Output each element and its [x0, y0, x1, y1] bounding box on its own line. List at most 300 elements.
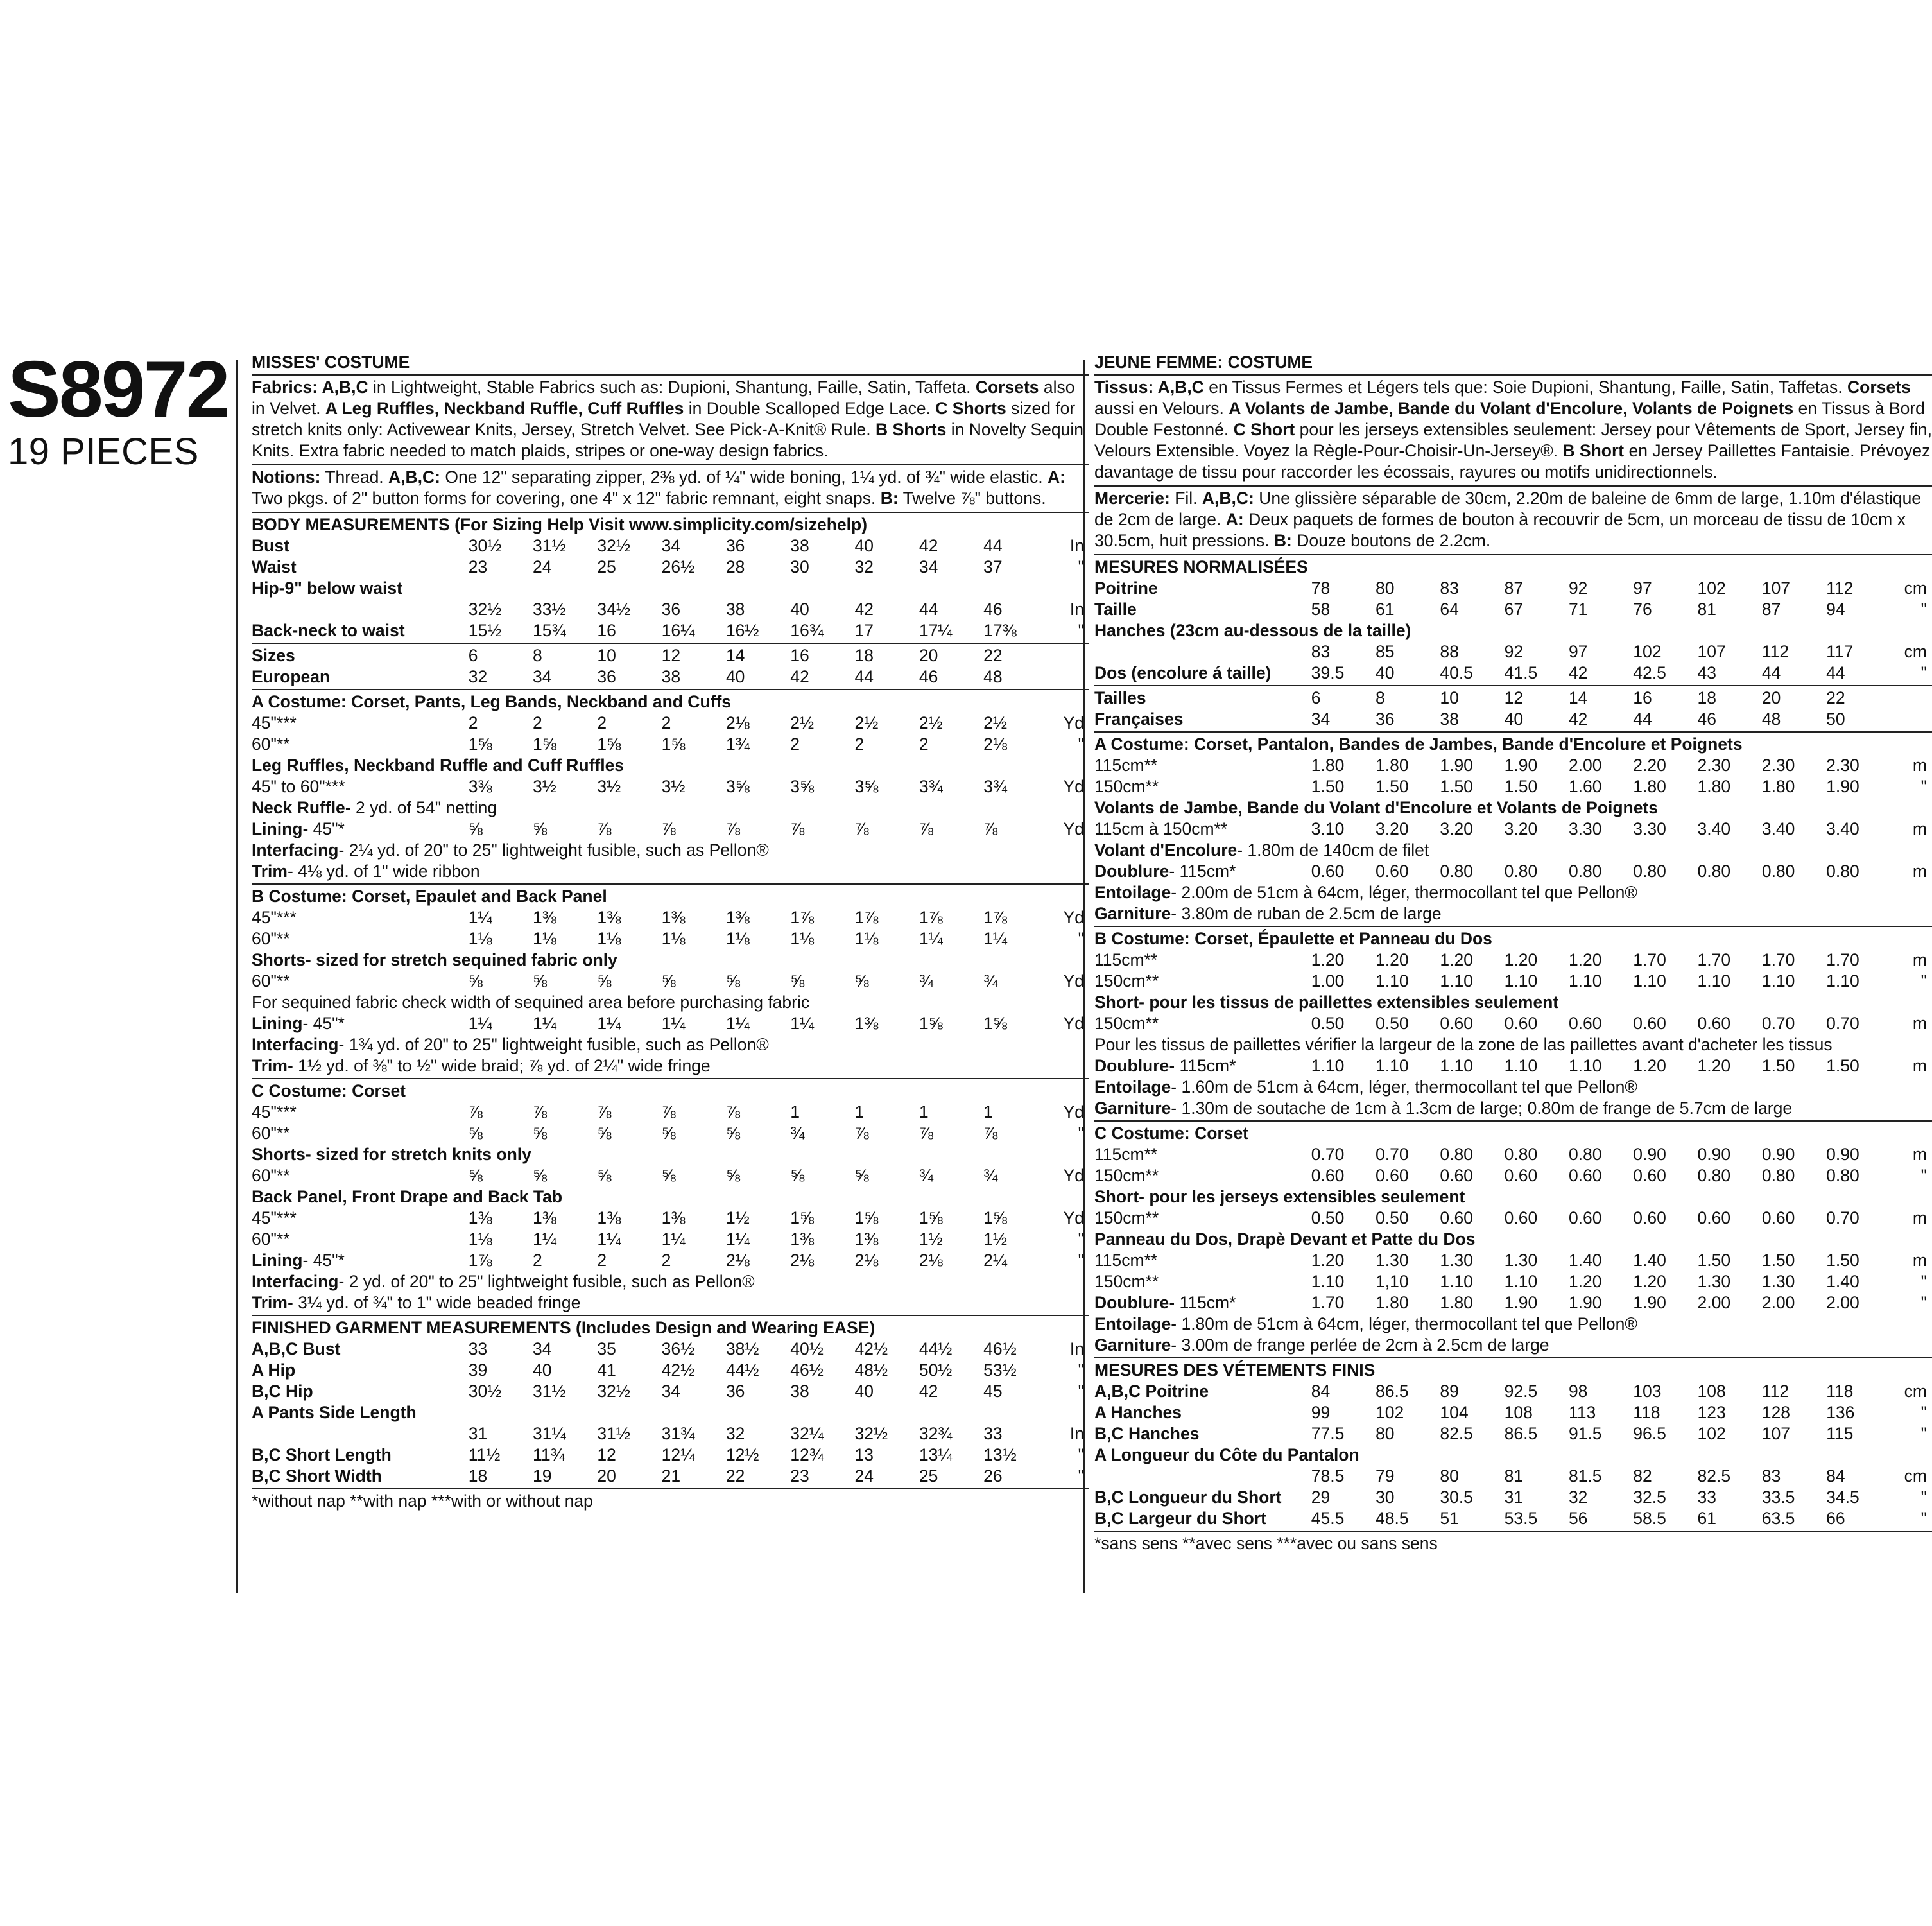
size-value: 48: [983, 667, 1003, 686]
row-label: [252, 776, 469, 797]
size-value: 36½: [661, 1339, 695, 1358]
row-label-text: Dos (encolure á taille): [1094, 663, 1272, 682]
table-section: [252, 690, 1089, 885]
notions-text: Notions:: [252, 467, 321, 487]
size-value: 0.60: [1311, 1166, 1345, 1185]
row-label-text: 45"***: [252, 1208, 297, 1228]
size-value: ¾: [983, 971, 998, 991]
size-value: 32: [854, 557, 874, 577]
size-value: 1⅜: [468, 1208, 492, 1228]
table-row: [252, 819, 1089, 840]
size-value: 46: [919, 667, 938, 686]
row-label: [1094, 1186, 1932, 1208]
fabrics-text: pour les jerseys extensibles seulement: Jersey pour Vêtements de Sport, Jersey fin, Velours Extensible. Voyez la Règle-Pour-Choisir-Un-Jersey®.: [1094, 420, 1932, 460]
size-value: 17: [854, 621, 874, 640]
size-value: 1.50: [1761, 1056, 1795, 1075]
row-label: [1094, 971, 1311, 992]
fabrics-text: in Double Scalloped Edge Lace.: [684, 399, 936, 418]
size-value: 36: [725, 1382, 745, 1401]
size-value: 17¼: [919, 621, 953, 640]
size-value: 2: [597, 1251, 607, 1270]
size-value: 1⅜: [533, 1208, 556, 1228]
row-label: [1094, 1381, 1311, 1402]
size-value: 20: [1761, 688, 1781, 707]
row-label: [1094, 1098, 1932, 1119]
unit-label: cm: [1904, 642, 1927, 661]
table-row: [1094, 1402, 1932, 1423]
table-row: [252, 1144, 1089, 1165]
table-section: [252, 1079, 1089, 1316]
size-value: 34: [661, 1382, 681, 1401]
measurement-table: [1094, 755, 1932, 924]
unit-label: m: [1912, 1145, 1927, 1164]
size-value: 26: [983, 1466, 1003, 1486]
size-value: 87: [1761, 600, 1781, 619]
size-value: 1.10: [1504, 1272, 1538, 1291]
measurement-table: [1094, 1381, 1932, 1529]
row-label: [252, 907, 469, 928]
row-label: [252, 1444, 469, 1466]
size-value: 0.90: [1826, 1145, 1859, 1164]
size-value: 42.5: [1633, 663, 1666, 682]
size-value: 1.10: [1826, 971, 1859, 991]
unit-label: m: [1912, 756, 1927, 775]
size-value: 79: [1376, 1466, 1395, 1486]
size-value: 3⅜: [468, 777, 492, 796]
row-label-text: Leg Ruffles, Neckband Ruffle and Cuff Ruffles: [252, 756, 625, 775]
unit-label: ": [1920, 600, 1927, 619]
size-value: 3.20: [1504, 819, 1538, 838]
unit-label: ": [1920, 1403, 1927, 1422]
size-value: ⅞: [854, 1124, 869, 1143]
unit-label: Yd: [1063, 1166, 1084, 1185]
row-label-text: B,C Longueur du Short: [1094, 1488, 1282, 1507]
size-value: 1.40: [1568, 1251, 1602, 1270]
notions-text: Une glissière séparable de 30cm, 2.20m de baleine de 6mm de large, 1.10m d'élastique de 2cm de large.: [1094, 489, 1922, 529]
size-value: 38: [790, 536, 809, 555]
measurement-table: [1094, 950, 1932, 1119]
row-label-text: Hanches (23cm au-dessous de la taille): [1094, 621, 1411, 640]
unit-label: ": [1920, 663, 1927, 682]
table-row: [252, 840, 1089, 861]
size-value: 8: [533, 646, 542, 665]
row-label-rest: - 3¼ yd. of ¾" to 1" wide beaded fringe: [287, 1293, 581, 1312]
size-value: 34: [1311, 709, 1331, 729]
size-value: 1.90: [1633, 1293, 1666, 1312]
unit-label: m: [1912, 1014, 1927, 1033]
size-value: 39.5: [1311, 663, 1345, 682]
size-value: 1⅜: [790, 1229, 815, 1249]
unit-label: m: [1912, 1208, 1927, 1228]
row-label-text: 60"**: [252, 1124, 290, 1143]
notions-text: Twelve ⅞" buttons.: [898, 489, 1046, 508]
size-value: 83: [1440, 578, 1459, 598]
size-value: 1.50: [1440, 777, 1473, 796]
size-value: 0.60: [1504, 1166, 1538, 1185]
size-value: 112: [1761, 642, 1790, 661]
row-label: [1094, 903, 1932, 924]
size-value: 2⅛: [854, 1251, 879, 1270]
size-value: 0.80: [1568, 1145, 1602, 1164]
size-value: 86.5: [1376, 1382, 1409, 1401]
size-value: 31¼: [533, 1424, 566, 1443]
table-section-title: A Costume: Corset, Pantalon, Bandes de Jambes, Bande d'Encolure et Poignets: [1094, 734, 1743, 754]
size-value: 2.30: [1761, 756, 1795, 775]
notions-text: A,B,C:: [388, 467, 440, 487]
table-row: [1094, 950, 1932, 971]
size-value: ⅞: [725, 819, 741, 838]
row-label-text: 60"**: [252, 1229, 290, 1249]
notions-text: Douze boutons de 2.2cm.: [1291, 531, 1491, 550]
size-value: 0.70: [1826, 1208, 1859, 1228]
notions-paragraph: [1094, 487, 1932, 555]
row-label-text: 150cm**: [1094, 1272, 1159, 1291]
measurement-table: [252, 535, 1089, 641]
table-row: [252, 1013, 1089, 1034]
size-value: 81: [1504, 1466, 1524, 1486]
row-label-text: Back Panel, Front Drape and Back Tab: [252, 1187, 563, 1206]
size-value: 1.90: [1504, 1293, 1538, 1312]
size-value: 0.60: [1568, 1166, 1602, 1185]
size-value: 82: [1633, 1466, 1652, 1486]
size-value: 81.5: [1568, 1466, 1602, 1486]
size-value: ⅝: [533, 1166, 548, 1185]
size-value: 1.90: [1504, 756, 1538, 775]
size-value: 1⅝: [533, 734, 556, 754]
size-value: 3¾: [983, 777, 1007, 796]
size-value: 91.5: [1568, 1424, 1602, 1443]
piece-count: 19 PIECES: [8, 431, 199, 473]
size-value: 1.80: [1761, 777, 1795, 796]
size-value: 13¼: [919, 1445, 953, 1464]
size-value: 13½: [983, 1445, 1017, 1464]
size-value: 2.00: [1826, 1293, 1859, 1312]
size-value: 83: [1311, 642, 1331, 661]
table-row: [252, 666, 1089, 688]
size-value: 58: [1311, 600, 1331, 619]
size-value: 40: [854, 1382, 874, 1401]
row-label: [252, 645, 469, 666]
size-value: 38½: [725, 1339, 759, 1358]
size-value: 6: [468, 646, 478, 665]
row-label-text: 60"**: [252, 1166, 290, 1185]
size-value: 42: [1568, 709, 1588, 729]
size-value: 88: [1440, 642, 1459, 661]
size-value: 42: [790, 667, 809, 686]
table-row: [252, 1381, 1089, 1402]
row-label: [1094, 1055, 1311, 1077]
size-value: 19: [533, 1466, 552, 1486]
size-value: 44: [1633, 709, 1652, 729]
row-label: [252, 1250, 469, 1271]
table-row: [252, 992, 1089, 1013]
size-value: 1.80: [1440, 1293, 1473, 1312]
size-value: 40.5: [1440, 663, 1473, 682]
table-row: [252, 1466, 1089, 1487]
size-value: 31½: [597, 1424, 630, 1443]
column-divider-en: [236, 360, 238, 1593]
size-value: 1⅞: [468, 1251, 492, 1270]
size-value: 22: [725, 1466, 745, 1486]
table-row: [1094, 903, 1932, 924]
size-value: 1½: [983, 1229, 1007, 1249]
notions-text: Thread.: [320, 467, 389, 487]
size-value: 15¾: [533, 621, 566, 640]
size-value: 0.80: [1826, 862, 1859, 881]
size-value: 38: [1440, 709, 1459, 729]
size-value: 1¼: [725, 1229, 750, 1249]
table-row: [1094, 1271, 1932, 1292]
size-value: 1.80: [1311, 756, 1345, 775]
size-value: 44: [983, 536, 1003, 555]
size-value: 1.10: [1440, 971, 1473, 991]
size-value: 37: [983, 557, 1003, 577]
row-label: [252, 950, 1089, 971]
size-value: 45.5: [1311, 1509, 1345, 1528]
row-label-text: Tailles: [1094, 688, 1146, 707]
unit-label: cm: [1904, 1382, 1927, 1401]
row-label-text: Trim: [252, 1293, 288, 1312]
size-value: 12½: [725, 1445, 759, 1464]
row-label: [1094, 688, 1311, 709]
row-label-rest: - 1.80m de 140cm de filet: [1237, 840, 1429, 860]
size-value: 46: [983, 600, 1003, 619]
size-value: 42: [854, 600, 874, 619]
size-value: 1⅞: [983, 908, 1007, 927]
table-row: [252, 971, 1089, 992]
size-value: 0.80: [1504, 862, 1538, 881]
size-value: ⅞: [983, 819, 998, 838]
size-value: 1.10: [1440, 1056, 1473, 1075]
fabrics-text: aussi en Velours.: [1094, 399, 1229, 418]
size-value: 34: [661, 536, 681, 555]
row-label: [1094, 840, 1932, 861]
size-value: 2.30: [1826, 756, 1859, 775]
table-section-title: C Costume: Corset: [252, 1081, 406, 1100]
size-value: ⅞: [790, 819, 805, 838]
unit-label: ": [1078, 1124, 1084, 1143]
size-value: 28: [725, 557, 745, 577]
size-value: 1.60: [1568, 777, 1602, 796]
size-value: 1.00: [1311, 971, 1345, 991]
size-value: 92: [1568, 578, 1588, 598]
row-label-text: Volants de Jambe, Bande du Volant d'Encolure et Volants de Poignets: [1094, 798, 1659, 817]
size-value: 0.60: [1697, 1208, 1731, 1228]
row-label-text: Garniture: [1094, 1335, 1171, 1355]
size-value: 1.20: [1440, 950, 1473, 969]
row-label-text: 150cm**: [1094, 1166, 1159, 1185]
fabrics-text: Corsets: [975, 377, 1039, 397]
table-row: [252, 734, 1089, 755]
row-label-text: 115cm à 150cm**: [1094, 819, 1228, 838]
fabrics-text: en Tissus Fermes et Légers tels que: Soie Dupioni, Shantung, Faille, Satin, Taffetas.: [1203, 377, 1847, 397]
table-row: [1094, 1423, 1932, 1444]
size-value: 1.50: [1826, 1056, 1859, 1075]
size-value: 1.10: [1568, 971, 1602, 991]
size-value: 0.50: [1311, 1014, 1345, 1033]
size-value: 1.30: [1697, 1272, 1731, 1291]
size-value: 1.80: [1633, 777, 1666, 796]
size-value: 1⅝: [983, 1208, 1007, 1228]
size-value: 3.20: [1440, 819, 1473, 838]
size-value: 0.60: [1376, 862, 1409, 881]
pattern-number: S8972: [8, 345, 229, 434]
size-value: 45: [983, 1382, 1003, 1401]
row-label-text: Poitrine: [1094, 578, 1158, 598]
size-value: 1⅛: [790, 929, 815, 948]
row-label-rest: - 2 yd. of 20" to 25" lightweight fusible, such as Pellon®: [338, 1272, 755, 1291]
size-value: ⅝: [725, 1166, 741, 1185]
size-value: ⅝: [661, 1166, 676, 1185]
size-value: 51: [1440, 1509, 1459, 1528]
size-value: 0.60: [1568, 1208, 1602, 1228]
size-value: ⅞: [983, 1124, 998, 1143]
table-section: [1094, 686, 1932, 733]
size-value: 1.90: [1568, 1293, 1602, 1312]
size-value: 3½: [597, 777, 621, 796]
size-value: ¾: [983, 1166, 998, 1185]
row-label-text: Entoilage: [1094, 1314, 1171, 1333]
size-value: 2½: [983, 713, 1007, 733]
table-section: [1094, 927, 1932, 1122]
size-value: 0.80: [1440, 862, 1473, 881]
table-row: [252, 755, 1089, 776]
row-label: [1094, 776, 1311, 797]
size-value: 32: [1568, 1488, 1588, 1507]
unit-label: ": [1078, 1466, 1084, 1486]
size-value: 1.80: [1697, 777, 1731, 796]
row-label-text: Trim: [252, 1056, 288, 1075]
size-value: 36: [661, 600, 681, 619]
size-value: 1¼: [919, 929, 943, 948]
size-value: 40: [854, 536, 874, 555]
size-value: 23: [468, 557, 488, 577]
size-value: 1¼: [468, 1014, 492, 1033]
size-value: 44: [919, 600, 938, 619]
size-value: 117: [1826, 642, 1854, 661]
size-value: 31: [1504, 1488, 1524, 1507]
row-label-text: 150cm**: [1094, 1014, 1159, 1033]
row-label: [252, 734, 469, 755]
size-value: 1.40: [1826, 1272, 1859, 1291]
table-row: [252, 1229, 1089, 1250]
unit-label: In: [1069, 1424, 1084, 1443]
fabrics-text: A Leg Ruffles, Neckband Ruffle, Cuff Ruffles: [325, 399, 684, 418]
size-value: 1.70: [1633, 950, 1666, 969]
size-value: 2.00: [1697, 1293, 1731, 1312]
size-value: ⅞: [725, 1102, 741, 1122]
size-value: 32½: [854, 1424, 888, 1443]
size-value: 34.5: [1826, 1488, 1859, 1507]
size-value: 40½: [790, 1339, 824, 1358]
size-value: 2: [854, 734, 865, 754]
table-row: [1094, 578, 1932, 599]
size-value: 1.50: [1311, 777, 1345, 796]
table-row: [1094, 797, 1932, 819]
size-value: 18: [854, 646, 874, 665]
size-value: ⅝: [468, 971, 483, 991]
size-value: 0.70: [1761, 1014, 1795, 1033]
size-value: 25: [919, 1466, 938, 1486]
unit-label: [1890, 688, 1932, 709]
notions-text: Fil.: [1169, 489, 1202, 508]
row-label: [252, 535, 469, 557]
unit-label: ": [1920, 1166, 1927, 1185]
size-value: 31: [468, 1424, 488, 1443]
row-label: [1094, 620, 1932, 641]
table-row: [252, 578, 1089, 599]
size-value: 3⅝: [854, 777, 879, 796]
row-label-text: Garniture: [1094, 1098, 1171, 1118]
size-value: 2: [790, 734, 800, 754]
unit-label: m: [1912, 862, 1927, 881]
row-label-rest: - 1.80m de 51cm à 64cm, léger, thermocollant tel que Pellon®: [1171, 1314, 1637, 1333]
row-label-text: Garniture: [1094, 904, 1171, 923]
size-value: 0.60: [1633, 1208, 1666, 1228]
size-value: 98: [1568, 1382, 1588, 1401]
row-label-text: 150cm**: [1094, 971, 1159, 991]
size-value: ⅞: [919, 1124, 933, 1143]
row-label: [252, 1360, 469, 1381]
size-value: 80: [1440, 1466, 1459, 1486]
size-value: 31½: [533, 536, 566, 555]
size-value: 1.10: [1504, 1056, 1538, 1075]
table-row: [252, 1165, 1089, 1186]
row-label-text: A,B,C Bust: [252, 1339, 341, 1358]
size-value: 44½: [725, 1360, 759, 1380]
table-section: [252, 1316, 1089, 1489]
table-row: [252, 713, 1089, 734]
size-value: 0.60: [1761, 1208, 1795, 1228]
size-value: 34: [919, 557, 938, 577]
row-label: [252, 1013, 469, 1034]
size-value: 1.70: [1697, 950, 1731, 969]
fabrics-paragraph: [1094, 376, 1932, 487]
size-value: 36: [1376, 709, 1395, 729]
size-value: 42½: [661, 1360, 695, 1380]
size-value: 1.80: [1376, 1293, 1409, 1312]
size-value: 2⅛: [725, 1251, 750, 1270]
fabrics-text: en Tissus à Bord Double Festonné.: [1094, 399, 1925, 439]
size-value: 1.20: [1633, 1272, 1666, 1291]
row-label-text: For sequined fabric check width of sequined area before purchasing fabric: [252, 993, 810, 1012]
size-value: 48.5: [1376, 1509, 1409, 1528]
unit-label: cm: [1904, 1466, 1927, 1486]
size-value: 1.30: [1504, 1251, 1538, 1270]
row-label: [252, 1144, 1089, 1165]
size-value: 84: [1826, 1466, 1845, 1486]
size-value: 1⅝: [790, 1208, 815, 1228]
table-row: [252, 1339, 1089, 1360]
table-section: [252, 513, 1089, 644]
size-value: 0.60: [1376, 1166, 1409, 1185]
size-value: 1.30: [1761, 1272, 1795, 1291]
size-value: 39: [468, 1360, 488, 1380]
size-value: 2⅛: [983, 734, 1007, 754]
size-value: 1⅛: [468, 929, 492, 948]
row-label-text: Lining: [252, 1251, 303, 1270]
row-label: [252, 1402, 1089, 1423]
table-row: [1094, 1165, 1932, 1186]
size-value: 112: [1826, 578, 1854, 598]
size-value: 42: [919, 1382, 938, 1401]
size-value: 1.20: [1697, 1056, 1731, 1075]
size-value: 1.20: [1504, 950, 1538, 969]
size-value: 1: [983, 1102, 993, 1122]
section-title: MISSES' COSTUME: [252, 352, 1089, 376]
table-section-title: A Costume: Corset, Pants, Leg Bands, Neckband and Cuffs: [252, 692, 732, 711]
size-value: 44: [1761, 663, 1781, 682]
